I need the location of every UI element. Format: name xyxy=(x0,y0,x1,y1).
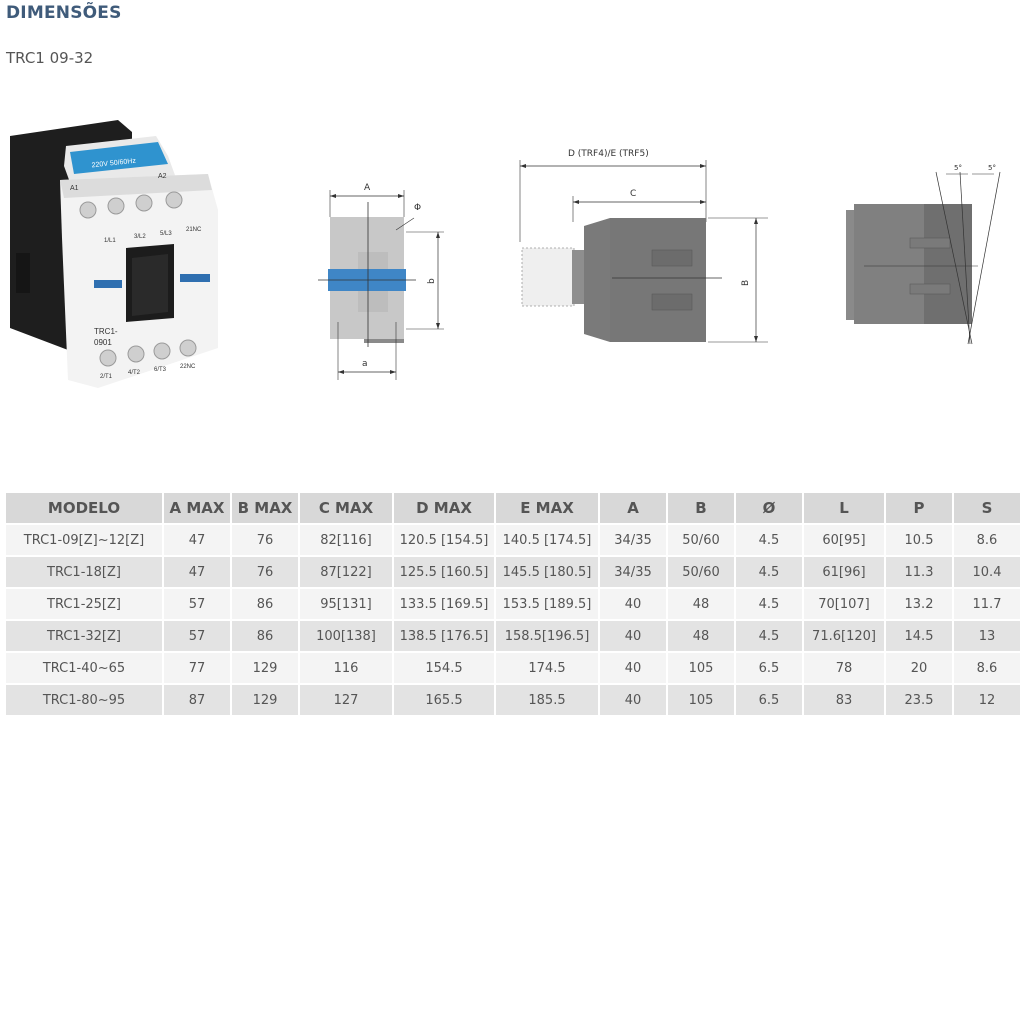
cell-b: 48 xyxy=(668,589,734,619)
contactor-product-image xyxy=(8,118,220,393)
front-mounting-drawing xyxy=(318,172,458,384)
cell-s: 13 xyxy=(954,621,1020,651)
col-header-e-max: E MAX xyxy=(496,493,598,523)
col-header-a: A xyxy=(600,493,666,523)
cell-e-max: 185.5 xyxy=(496,685,598,715)
col-header-b-max: B MAX xyxy=(232,493,298,523)
cell-a-max: 57 xyxy=(164,589,230,619)
cell-a-max: 57 xyxy=(164,621,230,651)
cell-l: 70[107] xyxy=(804,589,884,619)
table-row xyxy=(6,653,1020,683)
cell-b: 50/60 xyxy=(668,525,734,555)
cell-diameter: 4.5 xyxy=(736,557,802,587)
cell-modelo: TRC1-80~95 xyxy=(6,685,162,715)
cell-p: 13.2 xyxy=(886,589,952,619)
cell-b-max: 86 xyxy=(232,589,298,619)
terminal-5l3: 5/L3 xyxy=(160,231,172,237)
cell-a: 40 xyxy=(600,685,666,715)
terminal-4t2: 4/T2 xyxy=(128,370,141,376)
terminal-22nc: 22NC xyxy=(180,364,196,370)
table-row xyxy=(6,589,1020,619)
cell-p: 14.5 xyxy=(886,621,952,651)
cell-l: 83 xyxy=(804,685,884,715)
cell-l: 61[96] xyxy=(804,557,884,587)
cell-d-max: 125.5 [160.5] xyxy=(394,557,494,587)
cell-b-max: 129 xyxy=(232,685,298,715)
cell-a: 40 xyxy=(600,589,666,619)
cell-d-max: 154.5 xyxy=(394,653,494,683)
cell-modelo: TRC1-40~65 xyxy=(6,653,162,683)
model-label-line1: TRC1- xyxy=(94,327,118,336)
cell-c-max: 82[116] xyxy=(300,525,392,555)
table-row xyxy=(6,621,1020,651)
cell-c-max: 95[131] xyxy=(300,589,392,619)
cell-d-max: 165.5 xyxy=(394,685,494,715)
terminal-a2: A2 xyxy=(158,173,167,180)
terminal-2t1: 2/T1 xyxy=(100,374,113,380)
cell-diameter: 4.5 xyxy=(736,589,802,619)
cell-p: 20 xyxy=(886,653,952,683)
cell-l: 71.6[120] xyxy=(804,621,884,651)
dimensions-table xyxy=(4,491,1022,717)
terminal-a1: A1 xyxy=(70,185,79,192)
dim-label-phi: Φ xyxy=(414,203,422,213)
dim-label-B: B xyxy=(741,279,751,286)
cell-diameter: 6.5 xyxy=(736,653,802,683)
cell-b-max: 129 xyxy=(232,653,298,683)
cell-c-max: 127 xyxy=(300,685,392,715)
col-header-s: S xyxy=(954,493,1020,523)
cell-b: 105 xyxy=(668,685,734,715)
col-header-modelo: MODELO xyxy=(6,493,162,523)
cell-diameter: 6.5 xyxy=(736,685,802,715)
cell-p: 10.5 xyxy=(886,525,952,555)
cell-b: 50/60 xyxy=(668,557,734,587)
cell-modelo: TRC1-09[Z]~12[Z] xyxy=(6,525,162,555)
table-row xyxy=(6,685,1020,715)
cell-modelo: TRC1-32[Z] xyxy=(6,621,162,651)
terminal-6t3: 6/T3 xyxy=(154,367,167,373)
table-row xyxy=(6,525,1020,555)
cell-a-max: 77 xyxy=(164,653,230,683)
cell-b: 48 xyxy=(668,621,734,651)
model-label-line2: 0901 xyxy=(94,338,112,347)
cell-p: 11.3 xyxy=(886,557,952,587)
dim-label-b: b xyxy=(427,278,437,284)
cell-modelo: TRC1-25[Z] xyxy=(6,589,162,619)
cell-e-max: 174.5 xyxy=(496,653,598,683)
cell-diameter: 4.5 xyxy=(736,621,802,651)
col-header-diameter: Ø xyxy=(736,493,802,523)
cell-diameter: 4.5 xyxy=(736,525,802,555)
cell-p: 23.5 xyxy=(886,685,952,715)
section-title: DIMENSÕES xyxy=(6,3,122,23)
cell-c-max: 100[138] xyxy=(300,621,392,651)
cell-l: 60[95] xyxy=(804,525,884,555)
table-row xyxy=(6,557,1020,587)
cell-d-max: 138.5 [176.5] xyxy=(394,621,494,651)
col-header-c-max: C MAX xyxy=(300,493,392,523)
col-header-p: P xyxy=(886,493,952,523)
terminal-1l1: 1/L1 xyxy=(104,238,116,244)
cell-d-max: 133.5 [169.5] xyxy=(394,589,494,619)
cell-a: 40 xyxy=(600,653,666,683)
cell-e-max: 145.5 [180.5] xyxy=(496,557,598,587)
col-header-b: B xyxy=(668,493,734,523)
cell-e-max: 140.5 [174.5] xyxy=(496,525,598,555)
mounting-angle-drawing xyxy=(844,158,1020,354)
angle-left-label: 5° xyxy=(954,164,962,172)
cell-b-max: 86 xyxy=(232,621,298,651)
cell-a: 34/35 xyxy=(600,557,666,587)
voltage-label: 220V 50/60Hz xyxy=(91,157,137,170)
cell-b-max: 76 xyxy=(232,525,298,555)
cell-d-max: 120.5 [154.5] xyxy=(394,525,494,555)
cell-a-max: 47 xyxy=(164,525,230,555)
cell-s: 8.6 xyxy=(954,653,1020,683)
cell-c-max: 87[122] xyxy=(300,557,392,587)
col-header-l: L xyxy=(804,493,884,523)
cell-a: 40 xyxy=(600,621,666,651)
cell-e-max: 158.5[196.5] xyxy=(496,621,598,651)
dim-label-a: a xyxy=(362,359,368,369)
cell-a: 34/35 xyxy=(600,525,666,555)
cell-a-max: 47 xyxy=(164,557,230,587)
table-header-row xyxy=(6,493,1020,523)
col-header-a-max: A MAX xyxy=(164,493,230,523)
product-series-subtitle: TRC1 09-32 xyxy=(6,49,94,67)
cell-l: 78 xyxy=(804,653,884,683)
cell-s: 10.4 xyxy=(954,557,1020,587)
dim-label-A: A xyxy=(364,183,371,193)
dim-label-D-E: D (TRF4)/E (TRF5) xyxy=(568,149,649,159)
cell-c-max: 116 xyxy=(300,653,392,683)
cell-a-max: 87 xyxy=(164,685,230,715)
dim-label-C: C xyxy=(630,189,637,199)
col-header-d-max: D MAX xyxy=(394,493,494,523)
cell-modelo: TRC1-18[Z] xyxy=(6,557,162,587)
angle-right-label: 5° xyxy=(988,164,996,172)
terminal-3l2: 3/L2 xyxy=(134,234,146,240)
cell-s: 11.7 xyxy=(954,589,1020,619)
cell-s: 8.6 xyxy=(954,525,1020,555)
side-dimension-drawing xyxy=(512,142,774,354)
cell-b-max: 76 xyxy=(232,557,298,587)
cell-e-max: 153.5 [189.5] xyxy=(496,589,598,619)
cell-s: 12 xyxy=(954,685,1020,715)
cell-b: 105 xyxy=(668,653,734,683)
terminal-21nc: 21NC xyxy=(186,227,202,233)
